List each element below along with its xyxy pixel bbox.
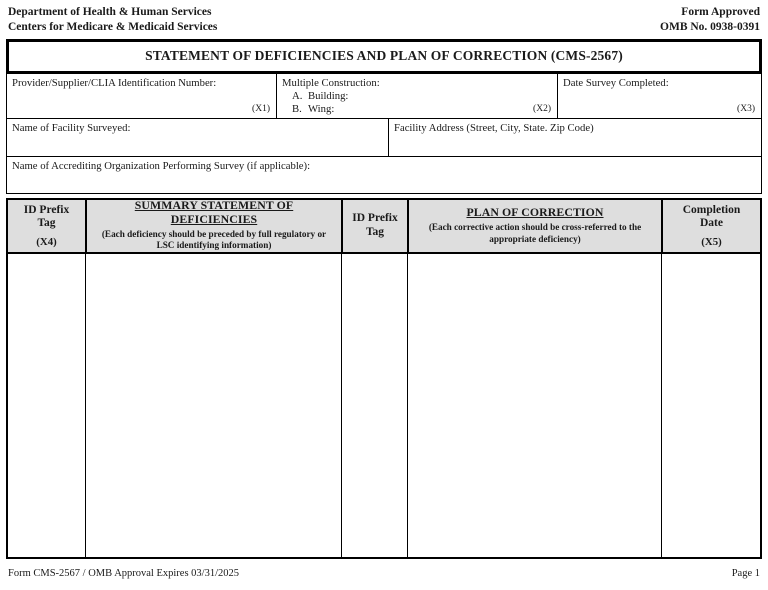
agency-line-2: Centers for Medicare & Medicaid Services	[8, 21, 218, 34]
deficiency-table-body	[8, 254, 760, 557]
column-header-subtitle: (Each deficiency should be preceded by full regulatory or LSC identifying information)	[101, 228, 327, 251]
construction-list	[282, 90, 552, 116]
date-survey-label: Date Survey Completed:	[563, 76, 669, 89]
body-cell-completion-date[interactable]	[661, 254, 760, 557]
column-header-plan-of-correction	[407, 200, 661, 252]
footer-page-number: Page 1	[731, 567, 760, 579]
construction-b-letter: B.	[292, 102, 302, 115]
column-header-title-line2: Tag	[37, 217, 56, 230]
omb-block	[660, 5, 760, 36]
column-header-title: ID Prefix	[352, 212, 398, 224]
provider-number-cell[interactable]	[7, 74, 276, 118]
form-footer	[6, 559, 762, 579]
column-header-tag: (X4)	[36, 235, 57, 248]
date-survey-cell[interactable]	[557, 74, 761, 118]
deficiency-table	[6, 198, 762, 559]
body-cell-id-prefix-tag-plan[interactable]	[341, 254, 407, 557]
form-title-box	[6, 39, 762, 74]
body-cell-summary-statement[interactable]	[85, 254, 341, 557]
multiple-construction-cell[interactable]	[276, 74, 557, 118]
date-survey-tag: (X3)	[737, 103, 755, 114]
construction-a-letter: A.	[292, 89, 303, 102]
body-cell-plan-of-correction[interactable]	[407, 254, 661, 557]
column-header-title: ID Prefix	[23, 203, 70, 216]
facility-name-label: Name of Facility Surveyed:	[12, 121, 131, 134]
facility-address-label: Facility Address (Street, City, State. Zip Code)	[394, 121, 594, 134]
facility-name-cell[interactable]	[7, 119, 388, 156]
column-header-subtitle: (Each corrective action should be cross-referred to the appropriate deficiency)	[428, 222, 642, 244]
column-header-title-line2: Tag	[365, 225, 385, 238]
facility-address-cell[interactable]	[388, 119, 761, 156]
construction-a-label: Building:	[308, 89, 349, 102]
column-header-title: SUMMARY STATEMENT OF DEFICIENCIES	[134, 198, 294, 227]
footer-form-id: Form CMS-2567 / OMB Approval Expires 03/31/2025	[8, 567, 240, 579]
construction-b-label: Wing:	[308, 102, 335, 115]
column-header-summary-statement	[85, 200, 341, 252]
identification-row-1	[7, 74, 761, 118]
column-header-id-prefix-tag-plan	[341, 200, 407, 252]
provider-number-label: Provider/Supplier/CLIA Identification Number:	[12, 76, 217, 89]
agency-name-block	[8, 5, 217, 36]
column-header-title: PLAN OF CORRECTION	[466, 205, 604, 220]
agency-header	[6, 0, 762, 39]
column-header-tag: (X5)	[701, 235, 722, 248]
deficiency-table-header	[8, 200, 760, 254]
identification-row-2	[7, 118, 761, 156]
body-cell-id-prefix-tag[interactable]	[8, 254, 85, 557]
agency-line-1: Department of Health & Human Services	[8, 6, 212, 18]
provider-number-tag: (X1)	[252, 103, 270, 114]
construction-item-building[interactable]	[282, 90, 552, 103]
identification-row-3	[7, 156, 761, 193]
column-header-title: Completion	[682, 203, 741, 216]
form-approved-label: Form Approved	[681, 6, 760, 18]
multiple-construction-label: Multiple Construction:	[282, 76, 380, 89]
construction-item-wing[interactable]	[282, 103, 552, 116]
accrediting-organization-label: Name of Accrediting Organization Performing Survey (if applicable):	[12, 159, 311, 172]
identification-grid	[6, 74, 762, 194]
column-header-title-line2: Date	[700, 217, 723, 230]
accrediting-organization-cell[interactable]	[7, 157, 761, 193]
page-title: STATEMENT OF DEFICIENCIES AND PLAN OF CORRECTION (CMS-2567)	[145, 48, 623, 64]
multiple-construction-tag: (X2)	[533, 103, 551, 114]
column-header-completion-date-x5	[661, 200, 760, 252]
column-header-id-prefix-tag-x4	[8, 200, 85, 252]
omb-number-label: OMB No. 0938-0391	[660, 21, 760, 34]
